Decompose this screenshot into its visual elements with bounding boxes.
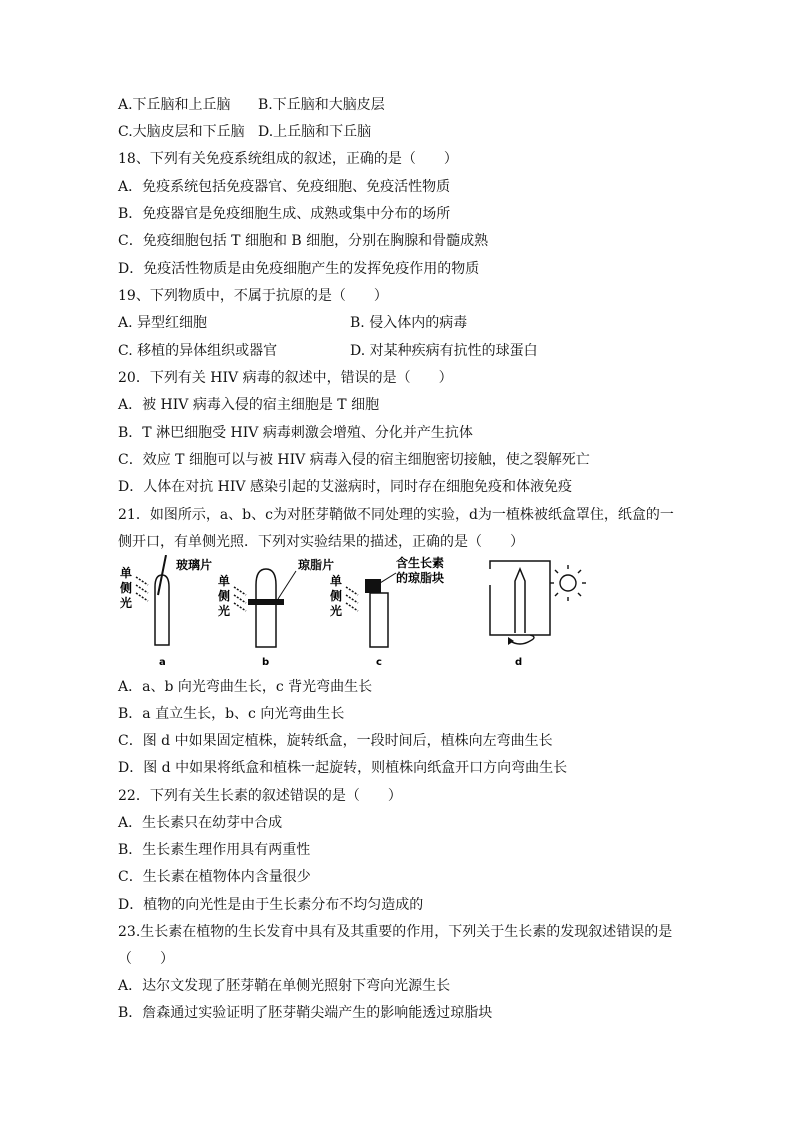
figure-c-pointer-line (380, 573, 396, 583)
figure-c-light-label-3: 光 (330, 604, 343, 618)
figure-b-light-label-3: 光 (218, 604, 231, 618)
figure-a-light-label-2: 侧 (120, 581, 133, 595)
q19-option-d: D. 对某种疾病有抗性的球蛋白 (350, 343, 538, 359)
q22-option-b: B．生长素生理作用具有两重性 (118, 842, 311, 858)
figure-c-label: c (376, 657, 382, 668)
q21-option-c: C．图 d 中如果固定植株，旋转纸盒，一段时间后，植株向左弯曲生长 (118, 733, 553, 749)
figure-a-light-arrows (136, 577, 148, 601)
q21-stem-line2: 侧开口，有单侧光照．下列对实验结果的描述，正确的是（ ） (118, 534, 524, 550)
figure-d-label: d (515, 657, 523, 668)
q20-option-b: B．T 淋巴细胞受 HIV 病毒刺激会增殖、分化并产生抗体 (118, 425, 473, 441)
figure-a-coleoptile (155, 575, 169, 645)
q19-stem: 19、下列物质中，不属于抗原的是（ ） (118, 288, 388, 304)
q23-option-a: A．达尔文发现了胚芽鞘在单侧光照射下弯向光源生长 (118, 978, 451, 994)
q23-option-b: B．詹森通过实验证明了胚芽鞘尖端产生的影响能透过琼脂块 (118, 1005, 493, 1021)
figure-c-light-label-1: 单 (330, 574, 343, 588)
q18-option-c: C．免疫细胞包括 T 细胞和 B 细胞，分别在胸腺和骨髓成熟 (118, 233, 489, 249)
figure-d (490, 561, 586, 668)
q17-option-c: C.大脑皮层和下丘脑 (118, 124, 245, 140)
figure-d-rotation-arrow (510, 635, 534, 644)
q20-option-a: A．被 HIV 病毒入侵的宿主细胞是 T 细胞 (118, 397, 380, 413)
q17-option-d: D.上丘脑和下丘脑 (258, 124, 372, 140)
figure-c-agar-block-label-1: 含生长素 (396, 556, 445, 570)
sun-icon (550, 565, 586, 601)
q19-option-b: B. 侵入体内的病毒 (350, 315, 468, 331)
q21-option-b: B．a 直立生长，b、c 向光弯曲生长 (118, 706, 345, 722)
figure-c-light-arrows (346, 587, 358, 611)
q18-option-d: D．免疫活性物质是由免疫细胞产生的发挥免疫作用的物质 (118, 261, 480, 277)
q22-option-d: D．植物的向光性是由于生长素分布不均匀造成的 (118, 897, 424, 913)
figure-b-light-arrows (234, 587, 246, 611)
figure-c-light-label-2: 侧 (330, 589, 343, 603)
q19-option-a: A. 异型红细胞 (118, 315, 208, 331)
figure-b-coleoptile-base (256, 605, 276, 647)
q20-option-c: C．效应 T 细胞可以与被 HIV 病毒入侵的宿主细胞密切接触，使之裂解死亡 (118, 452, 590, 468)
figure-c (329, 555, 444, 668)
figure-c-agar-block-label-2: 的琼脂块 (396, 571, 445, 585)
q21-stem-line1: 21．如图所示，a、b、c为对胚芽鞘做不同处理的实验，d为一植株被纸盒罩住，纸盒的一 (118, 507, 674, 523)
q18-stem: 18、下列有关免疫系统组成的叙述，正确的是（ ） (118, 151, 458, 167)
figure-b-agar-plate (248, 599, 284, 605)
figure-b-light-label-2: 侧 (218, 589, 231, 603)
q21-option-a: A．a、b 向光弯曲生长，c 背光弯曲生长 (118, 679, 373, 695)
q23-stem-line1: 23.生长素在植物的生长发育中具有及其重要的作用，下列关于生长素的发现叙述错误的是 (118, 924, 673, 940)
figure-b-coleoptile-tip (256, 569, 276, 599)
figure-b-agar-label: 琼脂片 (298, 558, 335, 572)
figure-d-paper-box (490, 561, 550, 635)
figure-d-rotation-arrow-head (508, 637, 514, 645)
figure-b-pointer-line (278, 571, 296, 599)
figure-c-auxin-agar-block (365, 579, 381, 593)
q22-option-c: C．生长素在植物体内含量很少 (118, 869, 311, 885)
q18-option-b: B．免疫器官是免疫细胞生成、成熟或集中分布的场所 (118, 206, 451, 222)
figure-a-light-label-3: 光 (120, 596, 133, 610)
figure-a-glass-label: 玻璃片 (176, 558, 213, 572)
q18-option-a: A．免疫系统包括免疫器官、免疫细胞、免疫活性物质 (118, 179, 451, 195)
figure-d-plant (515, 569, 525, 633)
q17-option-b: B.下丘脑和大脑皮层 (258, 97, 385, 113)
q22-option-a: A．生长素只在幼芽中合成 (118, 815, 283, 831)
figure-c-coleoptile-stump (370, 593, 388, 647)
figure-a-label: a (159, 657, 166, 668)
q21-figure (118, 555, 588, 673)
q21-option-d: D．图 d 中如果将纸盒和植株一起旋转，则植株向纸盒开口方向弯曲生长 (118, 760, 568, 776)
figure-a (119, 555, 212, 668)
q20-option-d: D．人体在对抗 HIV 感染引起的艾滋病时，同时存在细胞免疫和体液免疫 (118, 479, 572, 495)
q20-stem: 20．下列有关 HIV 病毒的叙述中，错误的是（ ） (118, 370, 453, 386)
figure-a-light-label-1: 单 (120, 566, 133, 580)
q22-stem: 22．下列有关生长素的叙述错误的是（ ） (118, 788, 402, 804)
figure-b-label: b (262, 657, 270, 668)
q23-stem-line2: （ ） (118, 951, 174, 967)
figure-b-light-label-1: 单 (218, 574, 231, 588)
q17-option-a: A.下丘脑和上丘脑 (118, 97, 231, 113)
figure-b (217, 557, 334, 668)
q19-option-c: C. 移植的异体组织或器官 (118, 343, 278, 359)
